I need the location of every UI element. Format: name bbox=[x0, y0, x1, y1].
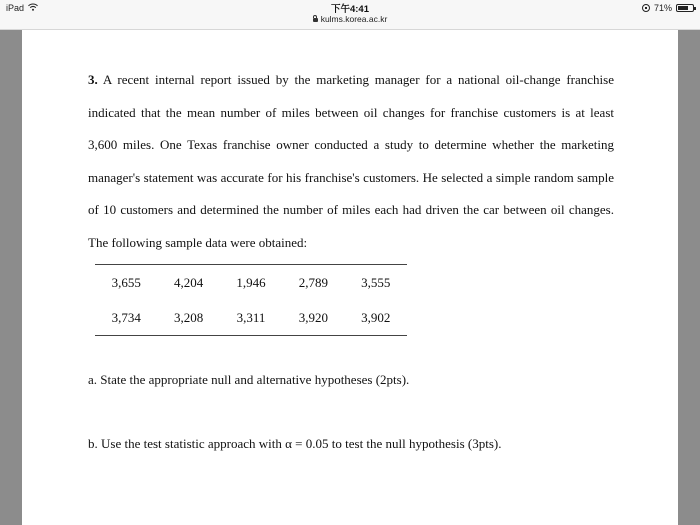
rotation-lock-icon bbox=[642, 4, 650, 12]
right-margin bbox=[678, 30, 700, 525]
problem-text: A recent internal report issued by the marketing manager for a national oil-change franchise indicated that the mean number of miles between oil changes for franchise customers is at least 3,600 miles. One Texas franchise owner conducted a study to determine whether the marketing manager's statement was accurate for his franchise's customers. He selected a simple random sample of 10 customers and determined the number of miles each had driven the car between oil changes. The following sample data were obtained: bbox=[88, 72, 614, 250]
left-margin bbox=[0, 30, 22, 525]
problem-number: 3. bbox=[88, 72, 98, 87]
table-row bbox=[95, 265, 407, 300]
table-cell: 3,734 bbox=[111, 309, 141, 325]
table-cell: 3,902 bbox=[361, 309, 391, 325]
table-cell: 2,789 bbox=[298, 274, 328, 290]
table-cell: 3,208 bbox=[173, 309, 204, 325]
sample-data-table bbox=[95, 264, 407, 336]
problem-statement bbox=[88, 64, 614, 259]
table-cell: 4,204 bbox=[173, 274, 204, 290]
battery-level bbox=[678, 6, 688, 10]
status-bar bbox=[0, 0, 700, 30]
url-text: kulms.korea.ac.kr bbox=[320, 14, 388, 24]
status-right bbox=[642, 2, 694, 13]
part-b-question: b. Use the test statistic approach with α = 0.05 to test the null hypothesis (3pts). bbox=[88, 436, 502, 451]
battery-icon bbox=[676, 4, 694, 12]
part-a-question: a. State the appropriate null and alternative hypotheses (2pts). bbox=[88, 372, 410, 387]
status-time: 下午4:41 bbox=[330, 4, 369, 15]
document-page bbox=[22, 30, 678, 525]
table-cell: 3,655 bbox=[111, 274, 141, 290]
lock-icon bbox=[313, 18, 318, 22]
table-cell: 3,555 bbox=[361, 274, 391, 290]
address-bar[interactable] bbox=[0, 14, 700, 24]
battery-percent: 71% bbox=[653, 2, 672, 13]
table-cell: 1,946 bbox=[236, 274, 266, 290]
table-row bbox=[95, 300, 407, 335]
table-cell: 3,920 bbox=[298, 309, 328, 325]
device-label: iPad bbox=[6, 2, 25, 13]
table-cell: 3,311 bbox=[236, 309, 266, 325]
